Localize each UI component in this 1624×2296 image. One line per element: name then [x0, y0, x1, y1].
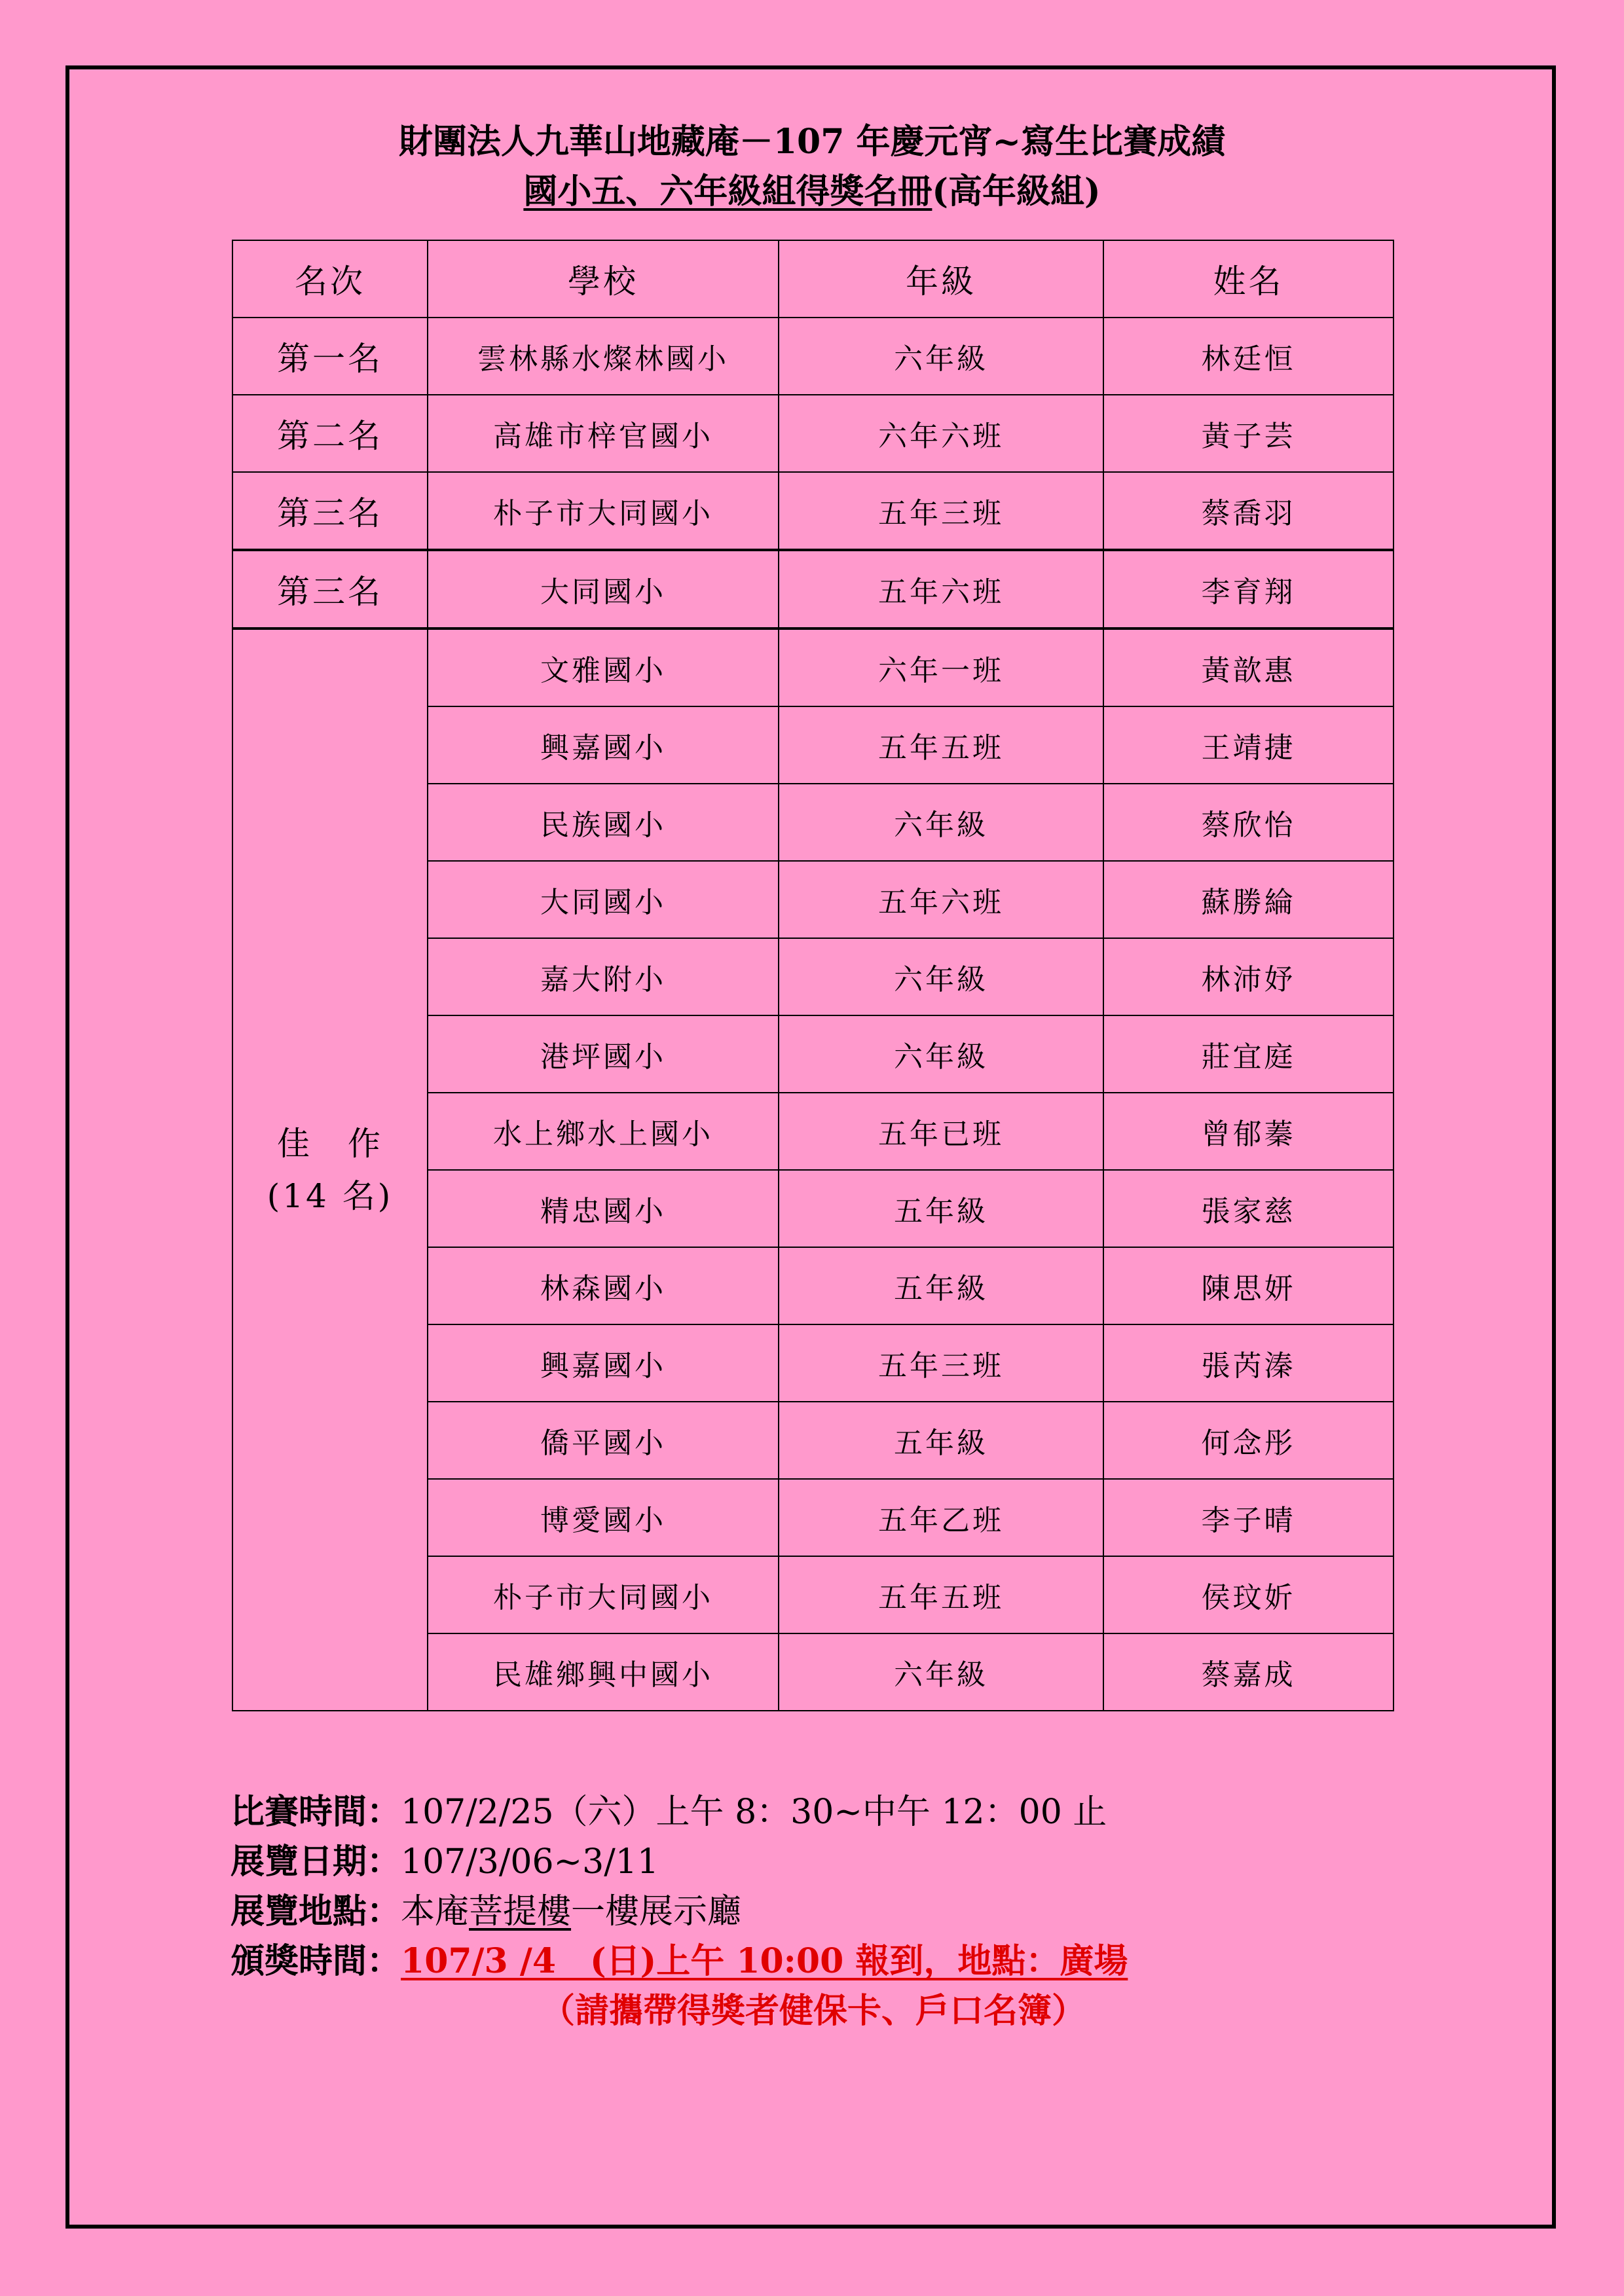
name-cell: 黃歆惠	[1103, 629, 1393, 706]
name-cell: 蔡喬羽	[1103, 472, 1393, 550]
grade-cell: 五年三班	[779, 1324, 1103, 1402]
grade-cell: 六年級	[779, 784, 1103, 861]
name-cell: 張芮溱	[1103, 1324, 1393, 1402]
table-row	[232, 395, 1393, 472]
honorable-mention-count: (14 名)	[267, 1177, 394, 1215]
name-cell: 黃子芸	[1103, 395, 1393, 472]
name-cell: 蔡欣怡	[1103, 784, 1393, 861]
name-cell: 侯玟妡	[1103, 1556, 1393, 1633]
name-cell: 李育翔	[1103, 550, 1393, 629]
name-cell: 林廷恒	[1103, 318, 1393, 395]
grade-cell: 五年三班	[779, 472, 1103, 550]
grade-cell: 六年一班	[779, 629, 1103, 706]
exhibition-place-label: 展覽地點：	[231, 1891, 401, 1931]
table-row	[232, 550, 1393, 629]
school-cell: 興嘉國小	[428, 706, 779, 784]
grade-cell: 五年已班	[779, 1093, 1103, 1170]
grade-cell: 六年級	[779, 938, 1103, 1015]
school-cell: 大同國小	[428, 550, 779, 629]
subtitle-underlined: 國小五、六年級組得獎名冊	[523, 172, 932, 211]
exhibition-date-label: 展覽日期：	[231, 1842, 401, 1882]
school-cell: 民族國小	[428, 784, 779, 861]
school-cell: 朴子市大同國小	[428, 1556, 779, 1633]
exhibition-place-line	[231, 1889, 741, 1935]
grade-cell: 五年級	[779, 1170, 1103, 1247]
column-header-name: 姓名	[1103, 240, 1393, 318]
name-cell: 蘇勝綸	[1103, 861, 1393, 938]
grade-cell: 五年乙班	[779, 1479, 1103, 1556]
exhibition-place-building: 菩提樓	[469, 1892, 572, 1931]
school-cell: 精忠國小	[428, 1170, 779, 1247]
school-cell: 高雄市梓官國小	[428, 395, 779, 472]
document-subtitle	[0, 169, 1624, 215]
table-row	[232, 318, 1393, 395]
school-cell: 博愛國小	[428, 1479, 779, 1556]
exhibition-place-prefix: 本庵	[401, 1892, 470, 1931]
table-header-row	[232, 240, 1393, 318]
grade-cell: 六年級	[779, 1633, 1103, 1711]
award-table	[232, 240, 1394, 1711]
competition-time-value: 107/2/25（六）上午 8：30~中午 12：00 止	[401, 1793, 1107, 1832]
school-cell: 文雅國小	[428, 629, 779, 706]
grade-cell: 五年五班	[779, 706, 1103, 784]
school-cell: 港坪國小	[428, 1015, 779, 1093]
school-cell: 朴子市大同國小	[428, 472, 779, 550]
column-header-rank: 名次	[232, 240, 428, 318]
grade-cell: 六年級	[779, 318, 1103, 395]
grade-cell: 五年六班	[779, 861, 1103, 938]
subtitle-rest: (高年級組)	[932, 172, 1101, 211]
grade-cell: 六年級	[779, 1015, 1103, 1093]
competition-time-line	[231, 1789, 1107, 1835]
name-cell: 何念彤	[1103, 1402, 1393, 1479]
name-cell: 陳思妍	[1103, 1247, 1393, 1324]
name-cell: 蔡嘉成	[1103, 1633, 1393, 1711]
rank-cell: 第一名	[232, 318, 428, 395]
competition-time-label: 比賽時間：	[231, 1792, 401, 1832]
honorable-mention-label: 佳 作	[277, 1125, 383, 1163]
name-cell: 張家慈	[1103, 1170, 1393, 1247]
grade-cell: 六年六班	[779, 395, 1103, 472]
grade-cell: 五年級	[779, 1247, 1103, 1324]
school-cell: 大同國小	[428, 861, 779, 938]
rank-cell: 第三名	[232, 472, 428, 550]
school-cell: 水上鄉水上國小	[428, 1093, 779, 1170]
grade-cell: 五年六班	[779, 550, 1103, 629]
award-time-label: 頒獎時間：	[231, 1941, 401, 1981]
name-cell: 曾郁蓁	[1103, 1093, 1393, 1170]
school-cell: 興嘉國小	[428, 1324, 779, 1402]
school-cell: 嘉大附小	[428, 938, 779, 1015]
grade-cell: 五年五班	[779, 1556, 1103, 1633]
name-cell: 李子晴	[1103, 1479, 1393, 1556]
table-row	[232, 472, 1393, 550]
name-cell: 林沛妤	[1103, 938, 1393, 1015]
table-row	[232, 629, 1393, 706]
school-cell: 雲林縣水燦林國小	[428, 318, 779, 395]
column-header-grade: 年級	[779, 240, 1103, 318]
award-time-line	[231, 1939, 1128, 1984]
honorable-mention-cell	[232, 629, 428, 1711]
exhibition-place-suffix: 一樓展示廳	[571, 1892, 742, 1931]
rank-cell: 第二名	[232, 395, 428, 472]
school-cell: 民雄鄉興中國小	[428, 1633, 779, 1711]
grade-cell: 五年級	[779, 1402, 1103, 1479]
award-note: （請攜帶得獎者健保卡、戶口名簿）	[541, 1991, 1086, 2031]
exhibition-date-line	[231, 1839, 659, 1885]
school-cell: 僑平國小	[428, 1402, 779, 1479]
column-header-school: 學校	[428, 240, 779, 318]
award-time-value: 107/3 /4 (日)上午 10:00 報到，地點：廣場	[401, 1941, 1128, 1981]
document-title: 財團法人九華山地藏庵－107 年慶元宵~寫生比賽成績	[398, 122, 1226, 162]
name-cell: 王靖捷	[1103, 706, 1393, 784]
exhibition-date-value: 107/3/06~3/11	[401, 1842, 659, 1882]
rank-cell: 第三名	[232, 550, 428, 629]
school-cell: 林森國小	[428, 1247, 779, 1324]
name-cell: 莊宜庭	[1103, 1015, 1393, 1093]
